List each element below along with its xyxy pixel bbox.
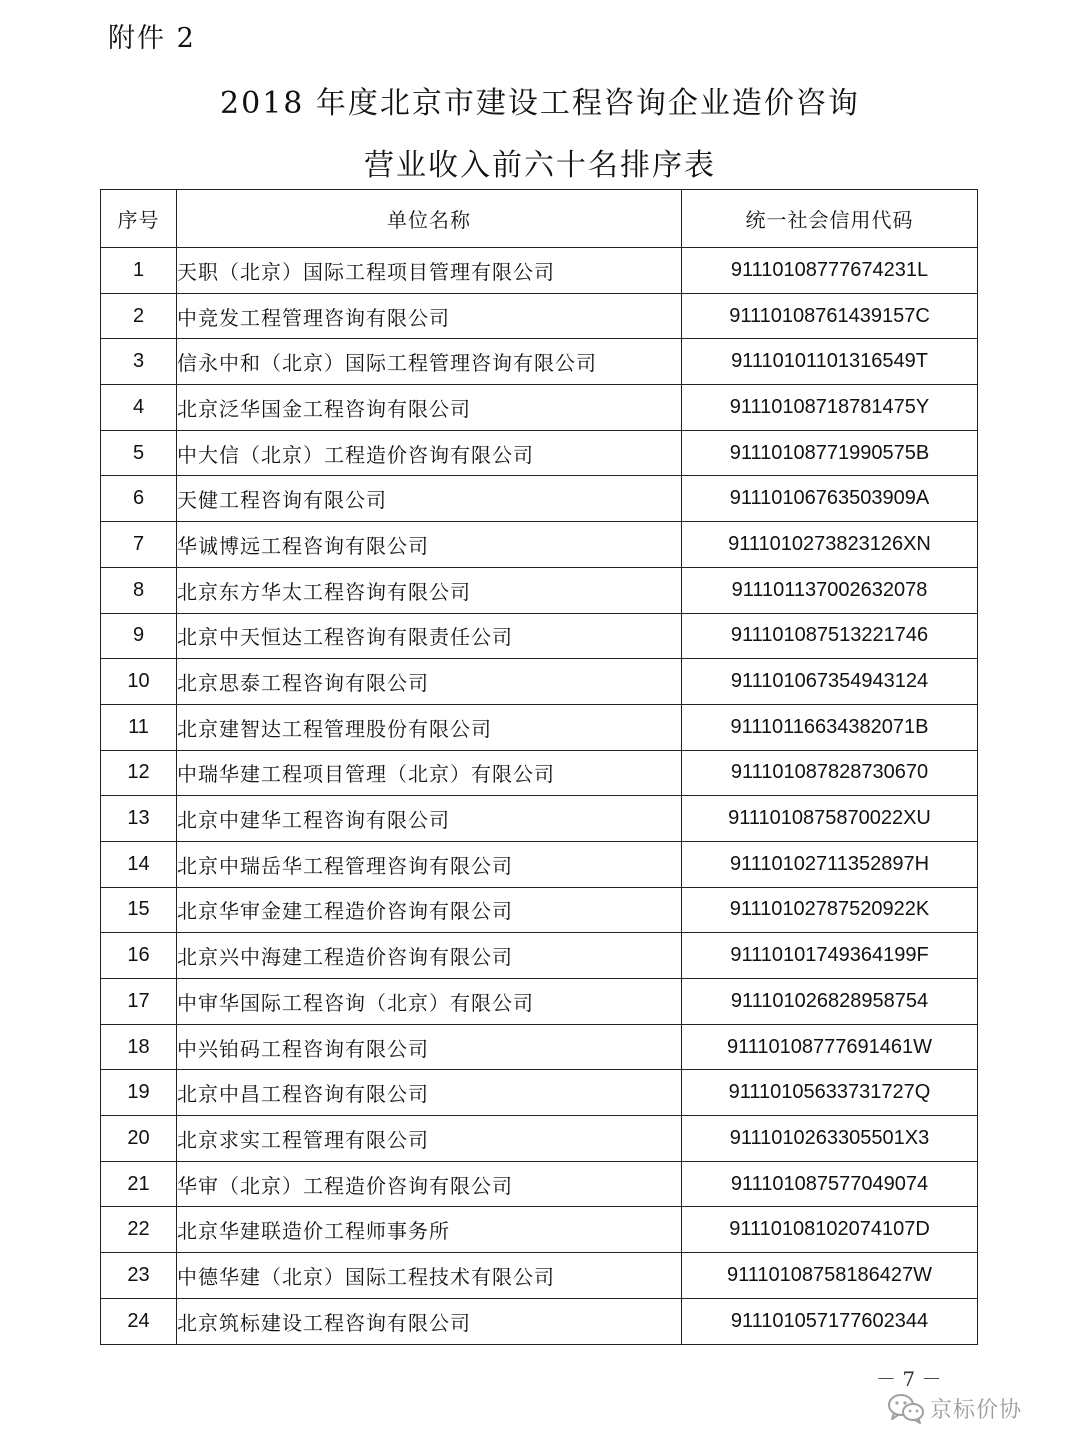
company-name: 北京华建联造价工程师事务所 — [177, 1207, 682, 1253]
row-number: 3 — [101, 339, 177, 385]
row-number: 7 — [101, 522, 177, 568]
table-row — [101, 659, 978, 705]
credit-code: 911101026828958754 — [682, 979, 978, 1025]
table-row — [101, 841, 978, 887]
company-name: 中大信（北京）工程造价咨询有限公司 — [177, 430, 682, 476]
row-number: 9 — [101, 613, 177, 659]
table-row — [101, 567, 978, 613]
watermark-text: 京标价协 — [930, 1397, 1023, 1423]
table-row — [101, 476, 978, 522]
company-name: 北京兴中海建工程造价咨询有限公司 — [177, 933, 682, 979]
table-row — [101, 704, 978, 750]
document-title-line-1: 2018 年度北京市建设工程咨询企业造价咨询 — [220, 86, 860, 121]
row-number: 17 — [101, 979, 177, 1025]
company-name: 中兴铂码工程咨询有限公司 — [177, 1024, 682, 1070]
credit-code: 911101137002632078 — [682, 567, 978, 613]
row-number: 21 — [101, 1161, 177, 1207]
table-row — [101, 1024, 978, 1070]
table-row — [101, 933, 978, 979]
table-row — [101, 1116, 978, 1162]
row-number: 2 — [101, 293, 177, 339]
credit-code: 911101087513221746 — [682, 613, 978, 659]
company-name: 北京中昌工程咨询有限公司 — [177, 1070, 682, 1116]
table-row — [101, 339, 978, 385]
row-number: 23 — [101, 1253, 177, 1299]
watermark — [886, 1392, 1022, 1424]
table-row — [101, 979, 978, 1025]
credit-code: 911101067354943124 — [682, 659, 978, 705]
company-name: 中竞发工程管理咨询有限公司 — [177, 293, 682, 339]
table-row — [101, 1161, 978, 1207]
credit-code: 91110101101316549T — [682, 339, 978, 385]
credit-code: 91110102787520922K — [682, 887, 978, 933]
table-row — [101, 1298, 978, 1344]
credit-code: 91110102711352897H — [682, 841, 978, 887]
header-no: 序号 — [101, 190, 177, 248]
table-row — [101, 385, 978, 431]
row-number: 8 — [101, 567, 177, 613]
row-number: 22 — [101, 1207, 177, 1253]
ranking-table — [100, 189, 978, 1345]
company-name: 中瑞华建工程项目管理（北京）有限公司 — [177, 750, 682, 796]
table-body — [101, 248, 978, 1345]
credit-code: 91110101749364199F — [682, 933, 978, 979]
table-row — [101, 1070, 978, 1116]
company-name: 华审（北京）工程造价咨询有限公司 — [177, 1161, 682, 1207]
company-name: 北京筑标建设工程咨询有限公司 — [177, 1298, 682, 1344]
credit-code: 911101087577049074 — [682, 1161, 978, 1207]
table-row — [101, 248, 978, 294]
credit-code: 9111010875870022XU — [682, 796, 978, 842]
credit-code: 91110108102074107D — [682, 1207, 978, 1253]
company-name: 天职（北京）国际工程项目管理有限公司 — [177, 248, 682, 294]
credit-code: 91110106763503909A — [682, 476, 978, 522]
row-number: 18 — [101, 1024, 177, 1070]
row-number: 15 — [101, 887, 177, 933]
company-name: 华诚博远工程咨询有限公司 — [177, 522, 682, 568]
row-number: 12 — [101, 750, 177, 796]
table-header-row — [101, 190, 978, 248]
row-number: 6 — [101, 476, 177, 522]
table-row — [101, 613, 978, 659]
credit-code: 9111010263305501X3 — [682, 1116, 978, 1162]
wechat-icon — [886, 1392, 926, 1424]
company-name: 北京中瑞岳华工程管理咨询有限公司 — [177, 841, 682, 887]
table-row — [101, 750, 978, 796]
credit-code: 91110116634382071B — [682, 704, 978, 750]
row-number: 5 — [101, 430, 177, 476]
company-name: 北京泛华国金工程咨询有限公司 — [177, 385, 682, 431]
table-row — [101, 796, 978, 842]
row-number: 10 — [101, 659, 177, 705]
row-number: 20 — [101, 1116, 177, 1162]
company-name: 北京华审金建工程造价咨询有限公司 — [177, 887, 682, 933]
table-row — [101, 522, 978, 568]
row-number: 4 — [101, 385, 177, 431]
company-name: 北京中建华工程咨询有限公司 — [177, 796, 682, 842]
credit-code: 91110108777674231L — [682, 248, 978, 294]
credit-code: 91110105633731727Q — [682, 1070, 978, 1116]
company-name: 北京思泰工程咨询有限公司 — [177, 659, 682, 705]
company-name: 信永中和（北京）国际工程管理咨询有限公司 — [177, 339, 682, 385]
credit-code: 91110108718781475Y — [682, 385, 978, 431]
credit-code: 91110108777691461W — [682, 1024, 978, 1070]
document-title-line-2: 营业收入前六十名排序表 — [364, 148, 716, 183]
table-row — [101, 430, 978, 476]
table-row — [101, 293, 978, 339]
table-row — [101, 887, 978, 933]
credit-code: 911101087828730670 — [682, 750, 978, 796]
table-row — [101, 1207, 978, 1253]
header-code: 统一社会信用代码 — [682, 190, 978, 248]
credit-code: 91110108761439157C — [682, 293, 978, 339]
row-number: 11 — [101, 704, 177, 750]
company-name: 北京东方华太工程咨询有限公司 — [177, 567, 682, 613]
row-number: 13 — [101, 796, 177, 842]
attachment-label: 附件 2 — [108, 23, 196, 54]
table-row — [101, 1253, 978, 1299]
company-name: 北京中天恒达工程咨询有限责任公司 — [177, 613, 682, 659]
header-name: 单位名称 — [177, 190, 682, 248]
credit-code: 9111010273823126XN — [682, 522, 978, 568]
row-number: 1 — [101, 248, 177, 294]
company-name: 北京建智达工程管理股份有限公司 — [177, 704, 682, 750]
credit-code: 91110108771990575B — [682, 430, 978, 476]
row-number: 14 — [101, 841, 177, 887]
company-name: 天健工程咨询有限公司 — [177, 476, 682, 522]
page-number: － 7 － — [876, 1367, 942, 1391]
credit-code: 91110108758186427W — [682, 1253, 978, 1299]
company-name: 中审华国际工程咨询（北京）有限公司 — [177, 979, 682, 1025]
company-name: 中德华建（北京）国际工程技术有限公司 — [177, 1253, 682, 1299]
credit-code: 911101057177602344 — [682, 1298, 978, 1344]
company-name: 北京求实工程管理有限公司 — [177, 1116, 682, 1162]
row-number: 19 — [101, 1070, 177, 1116]
row-number: 16 — [101, 933, 177, 979]
row-number: 24 — [101, 1298, 177, 1344]
